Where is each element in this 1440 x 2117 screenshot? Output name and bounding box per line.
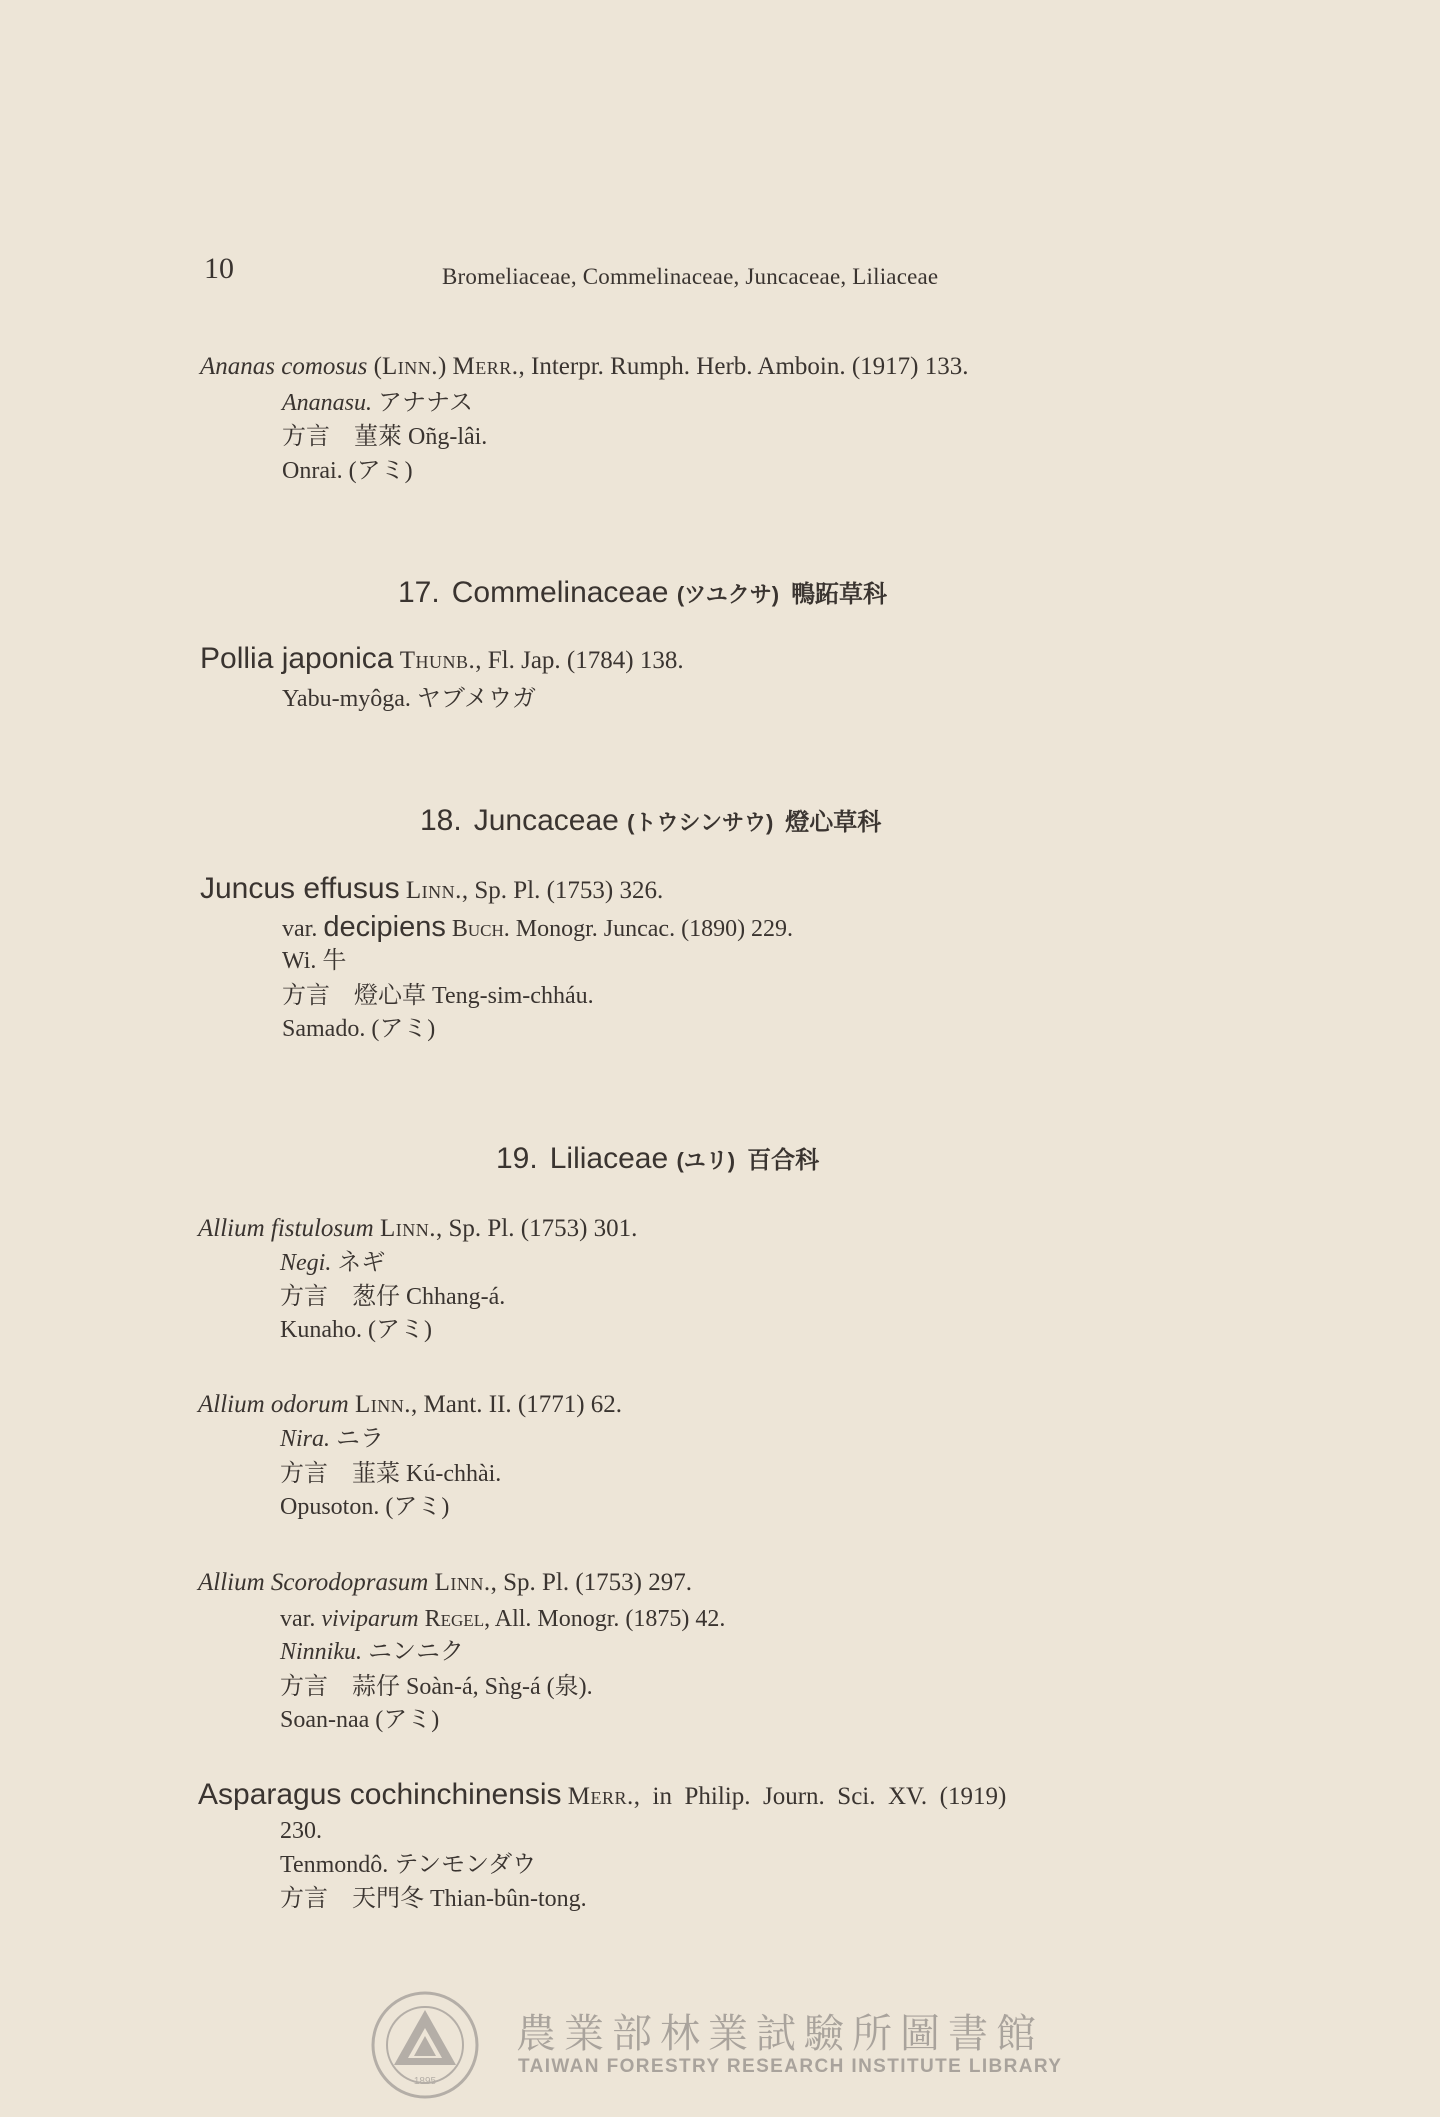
variety-prefix: var.: [280, 1606, 316, 1632]
author-name: Linn.: [379, 1215, 436, 1242]
reference-text: , Sp. Pl. (1753) 326.: [461, 877, 664, 904]
reference-text: , in Philip. Journ. Sci. XV. (1919): [633, 1783, 1007, 1810]
variety-prefix: var.: [282, 916, 318, 942]
japanese-name-line: [282, 682, 536, 716]
dialect-line: 方言 菫萊 Oñg-lâi.: [282, 424, 488, 450]
species-name: Allium odorum: [198, 1391, 349, 1418]
japanese-name-kana: アナナス: [378, 390, 474, 416]
dialect-line: 方言 燈心草 Teng-sim-chháu.: [282, 983, 594, 1009]
author-name: Merr.: [567, 1783, 634, 1810]
variety-name: viviparum: [321, 1606, 419, 1632]
author-name: Merr.: [452, 353, 519, 380]
seal-year: 1895: [413, 2076, 437, 2087]
citation-paren: (: [373, 353, 382, 380]
family-chinese: 鴨跖草科: [791, 581, 888, 608]
family-number: 18.: [420, 804, 462, 837]
japanese-name-line: [280, 1422, 384, 1456]
japanese-name-roman: Ananasu.: [282, 390, 372, 416]
japanese-name-line: [282, 386, 473, 420]
vernacular-name: Yabu-myôga.: [282, 686, 411, 712]
species-entry-allium-fistulosum: [198, 1212, 637, 1246]
citation-paren: ): [437, 353, 453, 380]
dialect-line: 方言 葱仔 Chhang-á.: [280, 1284, 506, 1310]
species-name: Allium Scorodoprasum: [198, 1569, 429, 1596]
species-entry-allium-scorodoprasum: [198, 1566, 692, 1600]
family-chinese: 百合科: [747, 1147, 820, 1174]
family-heading-juncaceae: [420, 802, 881, 838]
species-entry-asparagus: [198, 1778, 1006, 1814]
family-heading-commelinaceae: [398, 574, 887, 610]
japanese-name-roman: Nira.: [280, 1426, 331, 1452]
ami-name-line: Soan-naa (アミ): [280, 1707, 440, 1733]
family-kana: (トウシンサウ): [627, 810, 774, 835]
species-entry-allium-odorum: [198, 1388, 622, 1422]
species-entry-ananas: [200, 350, 968, 384]
ami-name-line: Opusoton. (アミ): [280, 1494, 450, 1520]
reference-text: , Mant. II. (1771) 62.: [410, 1391, 623, 1418]
author-name: Linn.: [434, 1569, 491, 1596]
family-heading-liliaceae: [496, 1140, 819, 1176]
variety-line: [280, 1602, 725, 1636]
dialect-line: 方言 韮菜 Kú-chhài.: [280, 1461, 502, 1487]
ami-name-line: Samado. (アミ): [282, 1016, 436, 1042]
japanese-name-line: [280, 1246, 385, 1280]
reference-text: , Fl. Jap. (1784) 138.: [475, 647, 684, 674]
family-chinese: 燈心草科: [785, 809, 882, 836]
japanese-name-kana: ニンニク: [368, 1639, 464, 1665]
japanese-name-line: [280, 1848, 536, 1882]
ami-name-line: Kunaho. (アミ): [280, 1317, 432, 1343]
variety-name: decipiens: [323, 911, 446, 943]
author-name: Regel: [424, 1606, 485, 1632]
species-name: Allium fistulosum: [198, 1215, 374, 1242]
species-entry-pollia: [200, 642, 684, 678]
reference-text: , Sp. Pl. (1753) 297.: [490, 1569, 692, 1596]
family-kana: (ツユクサ): [676, 582, 780, 607]
author-name: Linn.: [381, 353, 438, 380]
page-number: 10: [204, 252, 234, 285]
wi-line: Wi. 牛: [282, 948, 347, 974]
reference-continuation: 230.: [280, 1818, 322, 1844]
species-name: Ananas comosus: [200, 353, 368, 380]
library-name-chinese: 農業部林業試驗所圖書館: [516, 2011, 1044, 2057]
dialect-line: 方言 天門冬 Thian-bûn-tong.: [280, 1886, 587, 1912]
library-name-english: TAIWAN FORESTRY RESEARCH INSTITUTE LIBRARY: [518, 2056, 1063, 2077]
library-seal-icon: [370, 1990, 480, 2100]
library-watermark: [370, 1990, 1070, 2100]
author-name: Linn.: [405, 877, 462, 904]
family-kana: (ユリ): [676, 1148, 736, 1173]
ami-name-line: Onrai. (アミ): [282, 458, 413, 484]
family-name: Liliaceae: [549, 1142, 669, 1175]
family-name: Commelinaceae: [451, 576, 669, 609]
species-entry-juncus: [200, 872, 663, 908]
species-name: Juncus effusus: [200, 872, 400, 905]
species-name: Asparagus cochinchinensis: [198, 1778, 562, 1811]
vernacular-name: Tenmondô.: [280, 1852, 389, 1878]
japanese-name-roman: Ninniku.: [280, 1639, 362, 1665]
japanese-name-kana: ニラ: [336, 1426, 385, 1452]
japanese-name-kana: ネギ: [337, 1250, 386, 1276]
japanese-name-line: [280, 1635, 464, 1669]
variety-line: [282, 910, 793, 946]
dialect-line: 方言 蒜仔 Soàn-á, Sǹg-á (泉).: [280, 1674, 593, 1700]
japanese-name-kana: ヤブメウガ: [416, 686, 536, 712]
family-number: 17.: [398, 576, 440, 609]
reference-text: , Interpr. Rumph. Herb. Amboin. (1917) 133.: [518, 353, 969, 380]
japanese-name-roman: Negi.: [280, 1250, 332, 1276]
family-number: 19.: [496, 1142, 538, 1175]
reference-text: Monogr. Juncac. (1890) 229.: [509, 916, 794, 942]
japanese-name-kana: テンモンダウ: [394, 1852, 537, 1878]
family-name: Juncaceae: [473, 804, 619, 837]
author-name: Thunb.: [399, 647, 476, 674]
author-name: Buch.: [451, 916, 510, 942]
author-name: Linn.: [354, 1391, 411, 1418]
reference-text: , All. Monogr. (1875) 42.: [484, 1606, 726, 1632]
running-header: Bromeliaceae, Commelinaceae, Juncaceae, Liliaceae: [442, 264, 939, 289]
reference-text: , Sp. Pl. (1753) 301.: [435, 1215, 638, 1242]
species-name: Pollia japonica: [200, 642, 394, 675]
